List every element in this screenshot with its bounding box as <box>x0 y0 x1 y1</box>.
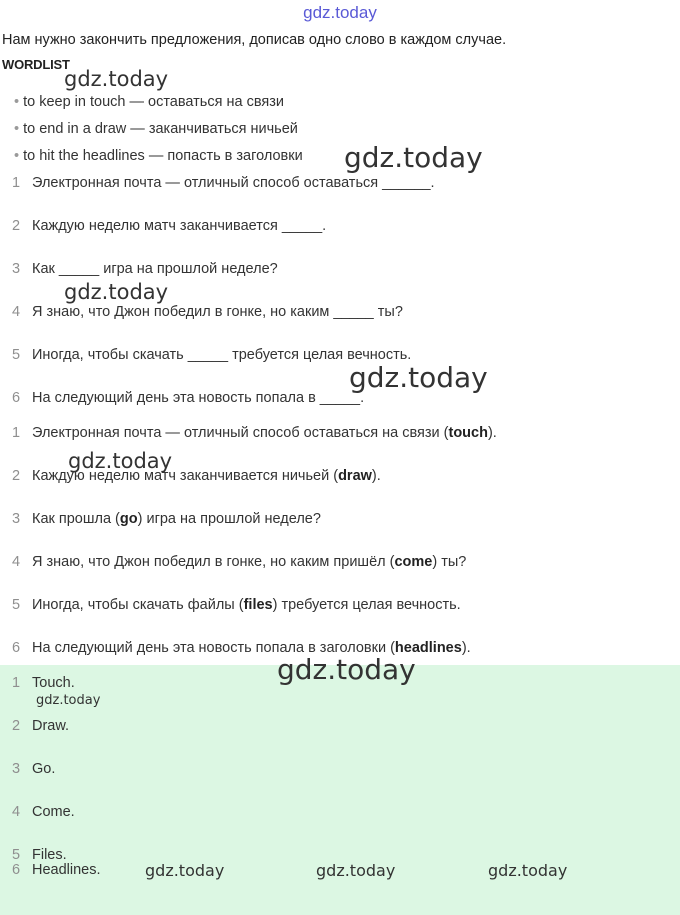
item-number: 2 <box>12 218 21 234</box>
answer-word: come <box>394 554 433 570</box>
filled-item: 3 Как прошла (go) игра на прошлой неделе? <box>12 511 321 527</box>
item-number: 2 <box>12 468 21 484</box>
answer-word: touch <box>448 425 488 441</box>
item-number: 4 <box>12 804 21 820</box>
answer-word: files <box>243 597 273 613</box>
watermark: gdz.today <box>64 67 169 91</box>
exercise-item <box>12 261 278 277</box>
item-text: На следующий день эта новость попала в _____. <box>32 390 365 406</box>
filled-item: 4 Я знаю, что Джон победил в гонке, но каким пришёл (come) ты? <box>12 554 467 570</box>
answer-word: go <box>119 511 138 527</box>
watermark: gdz.today <box>277 653 416 686</box>
item-number: 1 <box>12 425 21 441</box>
item-text: Я знаю, что Джон победил в гонке, но каким _____ ты? <box>32 304 403 320</box>
answer-item: 3 Go. <box>12 761 56 777</box>
item-text: Иногда, чтобы скачать _____ требуется целая вечность. <box>32 347 412 363</box>
filled-item: 6 На следующий день эта новость попала в заголовки (headlines). <box>12 640 471 656</box>
item-number: 3 <box>12 261 21 277</box>
exercise-item <box>12 175 435 191</box>
item-number: 6 <box>12 862 21 878</box>
answer-item: 5 Files. <box>12 847 67 863</box>
item-text: Электронная почта — отличный способ оставаться ______. <box>32 175 435 191</box>
item-text: Как _____ игра на прошлой неделе? <box>32 261 278 277</box>
watermark: gdz.today <box>344 141 483 174</box>
bullet-icon: • <box>14 94 20 110</box>
item-number: 3 <box>12 511 21 527</box>
item-number: 4 <box>12 554 21 570</box>
watermark: gdz.today <box>36 693 101 708</box>
item-number: 6 <box>12 390 21 406</box>
item-number: 2 <box>12 718 21 734</box>
item-number: 1 <box>12 675 21 691</box>
wordlist-item: • to end in a draw — заканчиваться ничьей <box>14 121 298 137</box>
filled-item: 5 Иногда, чтобы скачать файлы (files) требуется целая вечность. <box>12 597 461 613</box>
exercise-item <box>12 304 403 320</box>
watermark: gdz.today <box>349 361 488 394</box>
answer-word: draw <box>338 468 372 484</box>
item-number: 5 <box>12 847 21 863</box>
item-number: 6 <box>12 640 21 656</box>
exercise-item <box>12 218 326 234</box>
wordlist-title: WORDLIST <box>2 57 70 72</box>
header-watermark: gdz.today <box>303 3 377 22</box>
bullet-icon: • <box>14 121 20 137</box>
filled-item: 2 Каждую неделю матч заканчивается ничьей (draw). <box>12 468 381 484</box>
wordlist-item: • to keep in touch — оставаться на связи <box>14 94 284 110</box>
item-number: 4 <box>12 304 21 320</box>
watermark: gdz.today <box>316 861 396 880</box>
item-text: Каждую неделю матч заканчивается _____. <box>32 218 327 234</box>
item-number: 5 <box>12 597 21 613</box>
item-number: 5 <box>12 347 21 363</box>
watermark: gdz.today <box>488 861 568 880</box>
answer-word: headlines <box>394 640 462 656</box>
watermark: gdz.today <box>64 280 169 304</box>
wordlist-item: • to hit the headlines — попасть в заголовки <box>14 148 303 164</box>
item-number: 1 <box>12 175 21 191</box>
answer-item: 6 Headlines. <box>12 862 101 878</box>
answer-item: 4 Come. <box>12 804 75 820</box>
answer-item: 2 Draw. <box>12 718 70 734</box>
intro-text: Нам нужно закончить предложения, дописав одно слово в каждом случае. <box>2 32 507 48</box>
item-number: 3 <box>12 761 21 777</box>
bullet-icon: • <box>14 148 20 164</box>
filled-item: 1 Электронная почта — отличный способ оставаться на связи (touch). <box>12 425 497 441</box>
watermark: gdz.today <box>68 449 173 473</box>
exercise-item <box>12 390 364 406</box>
answer-item: 1 Touch. <box>12 675 75 691</box>
watermark: gdz.today <box>145 861 225 880</box>
